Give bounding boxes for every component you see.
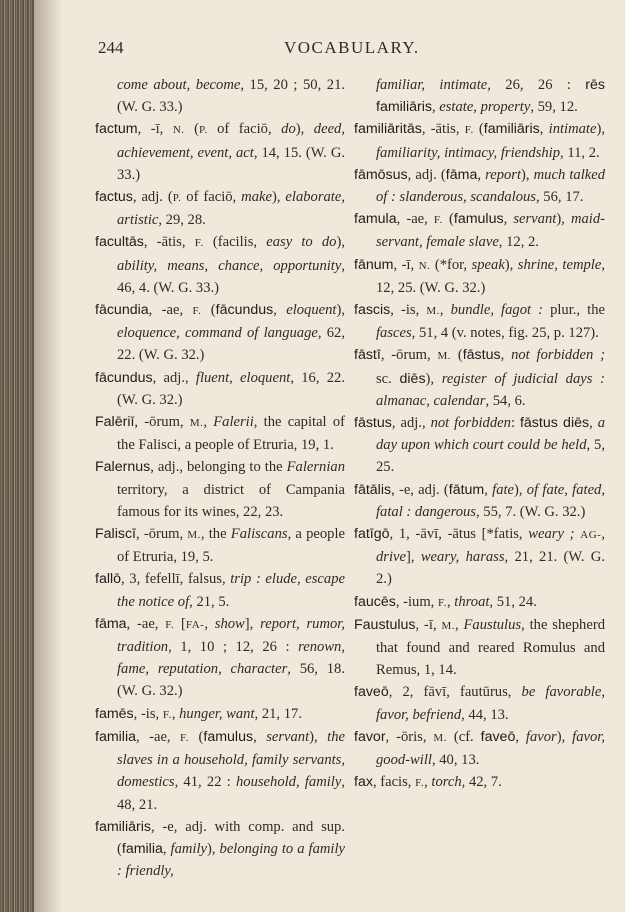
entry-headword: famula	[354, 211, 397, 228]
entry-familia	[95, 726, 345, 816]
entry-text: , -is,	[133, 705, 163, 722]
entry-text: , adj.,	[391, 415, 431, 432]
entry-definition: report	[485, 166, 522, 183]
entry-text: , 11, 2.	[560, 144, 600, 161]
entry-definition: easy to do	[266, 234, 337, 251]
entry-text: , -ōrum,	[380, 347, 438, 364]
entry-headword: famulus	[453, 211, 504, 228]
entry-text: , the shepherd that found and reared Romulus and Remus, 1, 14.	[376, 616, 605, 679]
entry-text: ),	[271, 189, 286, 206]
entry-text: , -ōrum,	[134, 414, 190, 431]
entry-text: , 21, 21. (W. G. 2.)	[376, 549, 605, 588]
entry-text: , -ātis,	[143, 234, 195, 251]
entry-headword: Faustulus	[354, 616, 416, 633]
entry-abbrev: F.	[415, 777, 425, 790]
entry-text: , 56, 18. (W. G. 32.)	[117, 661, 345, 700]
entry-text: , 14, 15. (W. G. 33.)	[117, 144, 346, 183]
entry-text: , adj. (	[407, 166, 446, 183]
entry-text: [	[174, 615, 186, 632]
entry-text: , -is,	[390, 302, 427, 319]
entry-facundia	[95, 299, 345, 367]
entry-definition: torch	[431, 774, 462, 791]
entry-headword: diēs	[399, 370, 426, 387]
entry-text: ],	[406, 549, 421, 566]
entry-text: plur., the	[543, 302, 605, 319]
entry-definition: throat	[454, 593, 490, 610]
entry-headword: favor	[354, 728, 386, 745]
entry-definition: shrine, temple	[517, 256, 602, 273]
entry-headword: Faliscī	[95, 526, 136, 543]
entry-headword: fātālis	[354, 481, 392, 498]
entry-headword: fāma	[445, 166, 478, 183]
entry-fauces	[354, 591, 605, 614]
entry-definition: renown, fame, reputation, character	[117, 639, 345, 678]
entry-abbrev: F.	[464, 124, 474, 137]
entry-text: ,	[484, 481, 493, 498]
entry-headword: fallō	[95, 571, 122, 588]
entry-text: , -e, adj. with comp. and sup. (	[117, 818, 345, 857]
entry-headword: famēs	[95, 705, 134, 722]
entry-definition: household, family	[235, 774, 342, 791]
entry-text: , 44, 13.	[461, 706, 509, 723]
entry-text: , adj., belonging to the	[150, 459, 287, 476]
entry-definition: drive	[376, 549, 406, 566]
entry-fastus	[354, 412, 605, 479]
entry-text: , -ae,	[136, 728, 181, 745]
entry-text: , 21, 5.	[189, 593, 230, 610]
entry-facultas	[95, 231, 345, 299]
running-head: VOCABULARY.	[284, 38, 420, 57]
entry-fasti	[354, 344, 605, 412]
entry-definition: eloquent	[286, 302, 337, 319]
entry-definition: register of judicial days : almanac, calendar	[376, 370, 605, 409]
entry-text: , 46, 4. (W. G. 33.)	[117, 257, 345, 296]
entry-definition: familiar, intimate	[376, 77, 488, 93]
entry-text: ),	[521, 166, 534, 183]
entry-text: , -e, adj. (	[391, 481, 449, 498]
entry-famosus	[354, 164, 605, 208]
entry-text: ),	[309, 728, 328, 745]
entry-text: ,	[439, 302, 451, 319]
entry-text: , 51, 24.	[489, 593, 537, 610]
entry-text: , adj. (	[132, 189, 173, 206]
entry-abbrev: M.	[189, 417, 204, 430]
entry-definition: bundle, fagot :	[450, 302, 543, 319]
entry-text: ,	[515, 728, 526, 745]
entry-fascis	[354, 299, 605, 344]
entry-abbrev: FA-	[185, 618, 205, 631]
entry-headword: rēs familiāris	[376, 77, 605, 116]
entry-falerii	[95, 411, 345, 456]
entry-text: (*for,	[430, 256, 472, 273]
entry-text: , 12, 2.	[498, 234, 539, 251]
entry-definition: family	[170, 840, 207, 857]
entry-text: , 1, -āvī, -ātus [*fatis,	[389, 526, 529, 543]
entry-fallo	[95, 568, 345, 612]
entry-text: , -ī,	[393, 256, 419, 273]
entry-text: , 15, 20 ; 50, 21. (W. G. 33.)	[117, 77, 346, 116]
entry-text: , 3, fefellī, falsus,	[121, 571, 231, 588]
entry-text: , adj.,	[152, 369, 196, 386]
entry-definition: ability, means, chance, opportunity	[117, 257, 342, 274]
entry-definition: intimate	[548, 121, 597, 138]
entry-text: ,	[424, 774, 432, 791]
entry-favor	[354, 726, 605, 771]
entry-headword: familiāris	[95, 818, 151, 835]
entry-text: , -ī,	[415, 616, 442, 633]
entry-headword: fāmōsus	[354, 166, 408, 183]
entry-headword: faveō	[480, 728, 516, 745]
entry-text: , 1, 10 ; 12, 26 :	[168, 639, 299, 656]
entry-text: , 42, 7.	[461, 774, 502, 791]
entry-text: territory, a district of Campania famous for its wines, 22, 23.	[117, 481, 345, 520]
entry-text: , 2, fāvī, fautūrus,	[388, 684, 522, 701]
entry-text: , 55, 7. (W. G. 32.)	[476, 503, 586, 520]
entry-text: of faciō,	[181, 189, 242, 206]
entry-headword: factus	[95, 189, 133, 206]
entry-text: , 26, 26 :	[487, 77, 586, 93]
entry-definition: do	[281, 121, 296, 138]
entry-abbrev: M.	[187, 529, 201, 542]
entry-text: (	[451, 347, 463, 364]
entry-text: ,	[162, 840, 171, 857]
entry-text: , 21, 17.	[254, 705, 302, 722]
entry-fax	[354, 771, 605, 794]
entry-headword: factum	[95, 121, 138, 138]
entry-text: (	[184, 121, 199, 138]
entry-definition: maid-servant, female slave	[376, 211, 605, 251]
left-column	[95, 74, 345, 882]
entry-text: ,	[203, 414, 214, 431]
entry-definition: fasces	[376, 325, 412, 342]
entry-text: ),	[514, 481, 527, 498]
entry-text: ,	[601, 526, 605, 543]
entry-text: ,	[273, 302, 287, 319]
entry-text: , -ī,	[137, 121, 173, 138]
entry-abbrev: M.	[433, 731, 447, 744]
entry-headword: faveō	[354, 684, 389, 701]
entry-text: ,	[204, 615, 215, 632]
entry-text: , -ae,	[126, 615, 166, 632]
book-binding-edge	[0, 0, 34, 912]
entry-headword: fātum	[448, 481, 485, 498]
entry-text: ,	[455, 616, 464, 633]
entry-text: ),	[425, 370, 442, 387]
entry-headword: Falēriī	[95, 414, 135, 431]
entry-definition: weary ;	[528, 526, 575, 543]
entry-abbrev: F.	[192, 305, 202, 318]
entry-definition: the slaves in a household, family servants, domestics	[117, 728, 345, 791]
entry-text: ),	[596, 121, 605, 138]
entry-definition: be favorable, favor, befriend	[376, 684, 605, 723]
entry-headword: fāma	[95, 615, 127, 632]
entry-abbrev: F.	[433, 214, 443, 227]
entry-factus	[95, 186, 345, 231]
entry-cont2	[354, 74, 605, 118]
entry-fatalis	[354, 479, 605, 523]
entry-text: , facis,	[372, 774, 416, 791]
entry-text: , the	[200, 526, 231, 543]
entry-headword: familia	[121, 840, 163, 857]
entry-abbrev: M.	[441, 619, 455, 632]
entry-facundus	[95, 367, 345, 411]
entry-definition: servant	[266, 728, 310, 745]
entry-text: , -ae,	[396, 211, 434, 228]
entry-text: ),	[207, 840, 220, 857]
entry-abbrev: P.	[198, 124, 208, 137]
entry-definition: weary, harass	[420, 549, 505, 566]
entry-headword: fax	[354, 774, 373, 791]
entry-headword: fācundus	[95, 369, 153, 386]
entry-headword: faucēs	[354, 593, 396, 610]
entry-faustulus	[354, 614, 605, 682]
entry-text: ,	[477, 166, 486, 183]
entry-cont	[95, 74, 345, 118]
entry-text: , 41, 22 :	[174, 774, 236, 791]
entry-abbrev: F.	[180, 731, 190, 744]
entry-fatigo	[354, 523, 605, 591]
entry-definition: report, rumor, tradition	[117, 615, 345, 656]
entry-abbrev: M.	[426, 305, 440, 318]
entry-text: ,	[171, 705, 180, 722]
entry-definition: much talked of : slanderous, scandalous	[376, 166, 605, 206]
entry-headword: facultās	[95, 234, 144, 251]
entry-text: sc.	[376, 370, 400, 387]
entry-definition: Faustulus	[463, 616, 522, 633]
entry-definition: make	[241, 189, 272, 206]
entry-text: ,	[446, 593, 455, 610]
entry-text: , -ium,	[395, 593, 438, 610]
entry-text: , 12, 25. (W. G. 32.)	[376, 256, 605, 296]
entry-text: , -ōrum,	[136, 526, 188, 543]
entry-text: , 51, 4 (v. notes, fig. 25, p. 127).	[411, 325, 599, 342]
entry-fama	[95, 613, 345, 703]
entry-text: (cf.	[446, 728, 481, 745]
entry-definition: belonging to a family : friendly,	[117, 840, 345, 880]
entry-text: ),	[336, 302, 345, 319]
entry-headword: fācundus	[215, 302, 274, 319]
entry-headword: fāstus	[462, 347, 501, 364]
entry-text: ),	[556, 211, 571, 228]
entry-familiaris	[95, 816, 345, 883]
entry-definition: Falerii	[213, 414, 254, 431]
entry-headword: familiāris	[483, 121, 540, 138]
entry-text: , 62, 22. (W. G. 32.)	[117, 325, 346, 364]
entry-text: ,	[500, 347, 512, 364]
entry-definition: trip : elude, escape the notice of	[117, 571, 345, 610]
entry-text: ,	[539, 121, 549, 138]
entry-text: ),	[295, 121, 314, 138]
entry-falernus	[95, 456, 345, 523]
entry-text: , 16, 22. (W. G. 32.)	[117, 369, 345, 408]
entry-text: ,	[589, 415, 598, 432]
entry-abbrev: N.	[172, 124, 185, 137]
entry-famula	[354, 208, 605, 253]
entry-text: of faciō,	[207, 121, 282, 138]
entry-text: ),	[556, 728, 573, 745]
entry-text: , 5, 25.	[376, 437, 606, 476]
entry-definition: servant	[513, 211, 557, 228]
entry-definition: fate	[492, 481, 515, 498]
entry-text: (	[473, 121, 484, 138]
entry-headword: fāstus	[354, 415, 392, 432]
entry-text: , 56, 17.	[536, 189, 584, 206]
entry-abbrev: M.	[437, 350, 451, 363]
entry-definition: a day upon which court could be held	[376, 415, 605, 454]
entry-text: (	[189, 728, 204, 745]
entry-text: ,	[503, 211, 514, 228]
entry-text: , 54, 6.	[485, 392, 526, 409]
entry-headword: fācundia	[95, 302, 149, 319]
entry-definition: eloquence, command of language	[117, 325, 318, 342]
entry-definition: speak	[471, 256, 505, 273]
entry-abbrev: F.	[194, 237, 204, 250]
entry-text: ,	[431, 99, 440, 116]
entry-text: , a people of Etruria, 19, 5.	[117, 526, 345, 566]
entry-definition: familiarity, intimacy, friendship	[376, 144, 561, 161]
entry-definition: favor	[525, 728, 557, 745]
entry-definition: Faliscans	[230, 526, 288, 543]
entry-headword: famulus	[203, 728, 254, 745]
entry-text: , -ōris,	[385, 728, 434, 745]
entry-headword: familia	[95, 728, 136, 745]
entry-definition: not forbidden	[430, 415, 511, 432]
page-number: 244	[98, 38, 124, 57]
entry-text: ),	[504, 256, 518, 273]
entry-text: ,	[253, 728, 267, 745]
entry-headword: fānum	[354, 256, 394, 273]
entry-definition: estate, property	[439, 99, 531, 116]
entry-headword: Falernus	[95, 459, 151, 476]
entry-headword: familiāritās	[354, 121, 422, 138]
entry-definition: hunger, want	[179, 705, 255, 722]
entry-faveo	[354, 681, 605, 725]
entry-familiaritas	[354, 118, 605, 163]
entry-abbrev: AG-	[580, 529, 602, 542]
entry-text: , 48, 21.	[117, 774, 345, 813]
entry-fanum	[354, 254, 605, 299]
entry-text: (	[201, 302, 216, 319]
right-column	[354, 74, 605, 795]
entry-text: ,	[186, 77, 196, 93]
entry-text: , 59, 12.	[530, 99, 578, 116]
entry-text: ],	[244, 615, 261, 632]
entry-text: (	[442, 211, 454, 228]
entry-text: :	[510, 415, 520, 432]
entry-headword: fāstus diēs	[519, 415, 590, 432]
entry-abbrev: N.	[418, 259, 431, 272]
entry-fames	[95, 703, 345, 726]
entry-text: , 40, 13.	[431, 752, 480, 769]
entry-headword: fascis	[354, 302, 391, 319]
entry-abbrev: F.	[165, 618, 175, 631]
entry-abbrev: F.	[162, 708, 172, 721]
entry-text: (facilis,	[203, 234, 267, 251]
entry-text: , -ae,	[148, 302, 193, 319]
entry-headword: fāstī	[354, 347, 381, 364]
entry-definition: fluent, eloquent	[195, 369, 291, 386]
entry-definition: become	[195, 77, 241, 93]
entry-definition: Falernian	[286, 459, 345, 476]
entry-definition: favor, good-will	[376, 728, 605, 769]
entry-text: , -ātis,	[421, 121, 465, 138]
entry-definition: elaborate, artistic	[117, 189, 345, 229]
entry-definition: deed, achievement, event, act	[117, 121, 345, 161]
entry-falisci	[95, 523, 345, 568]
entry-definition: not forbidden ;	[511, 347, 606, 364]
entry-definition: of fate, fated, fatal : dangerous	[376, 481, 605, 520]
gutter-shadow	[34, 0, 62, 912]
entry-definition: come about	[117, 77, 187, 93]
entry-text: , the capital of the Falisci, a people of Etruria, 19, 1.	[117, 414, 345, 454]
entry-text: ),	[336, 234, 345, 251]
entry-definition: show	[214, 615, 245, 632]
entry-factum	[95, 118, 345, 186]
entry-abbrev: P.	[172, 192, 182, 205]
entry-text: , 29, 28.	[158, 212, 206, 229]
entry-abbrev: F.	[437, 596, 447, 609]
entry-headword: fatīgō	[354, 526, 390, 543]
